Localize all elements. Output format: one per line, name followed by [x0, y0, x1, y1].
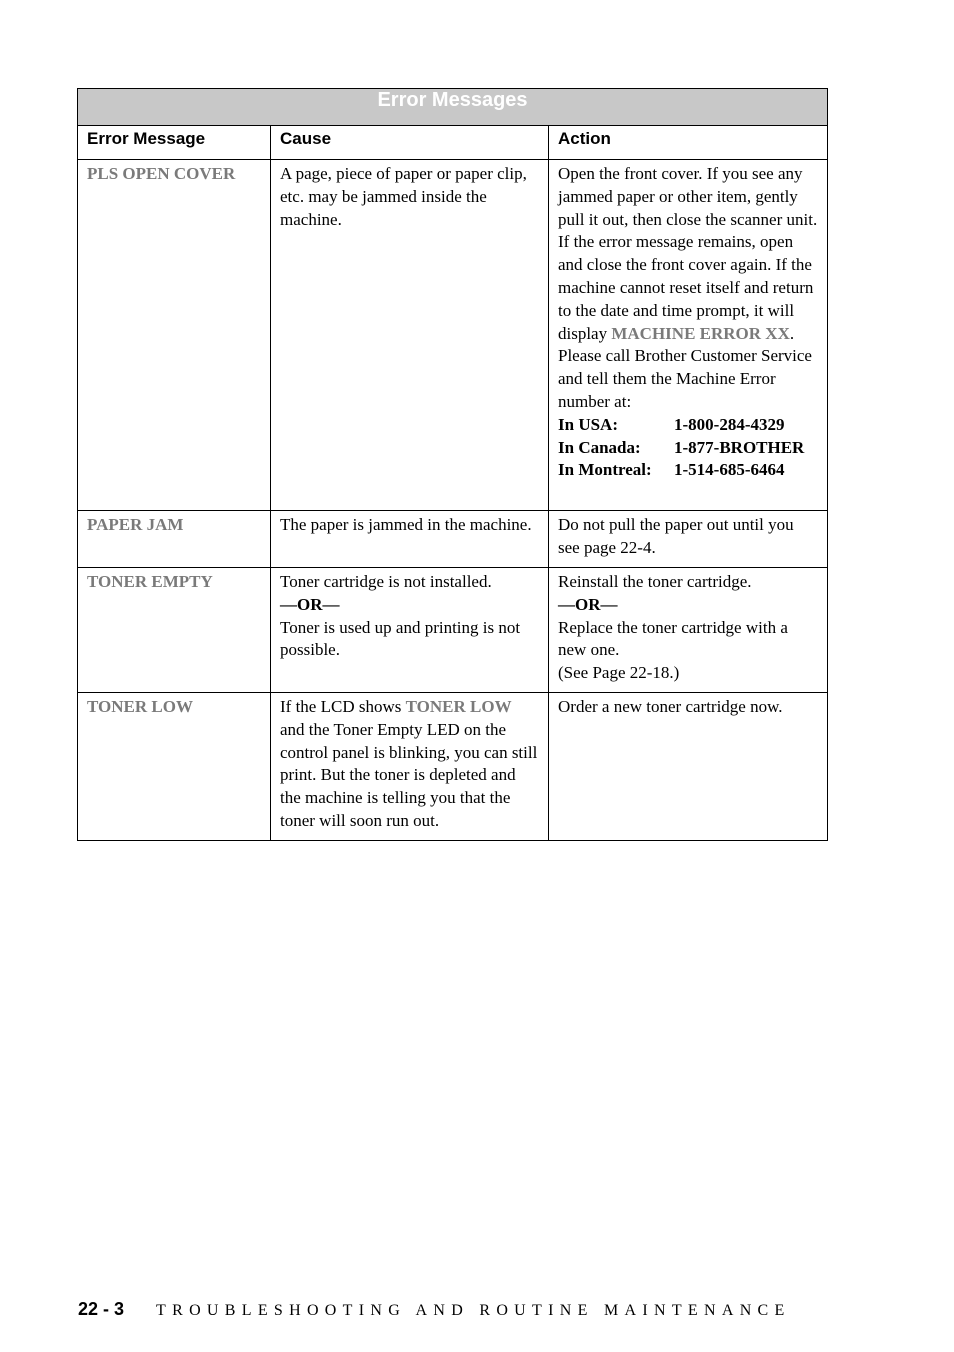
table-row — [78, 160, 828, 511]
cause-line: Toner cartridge is not installed. — [280, 572, 492, 591]
action-line: (See Page 22-18.) — [558, 663, 680, 683]
action-line: Replace the toner cartridge with a new one. — [558, 617, 788, 660]
column-header-cause: Cause — [271, 126, 549, 160]
contact-location: In USA: — [558, 414, 618, 434]
table-row — [78, 693, 828, 841]
action-cell — [549, 160, 828, 511]
cause-cell: The paper is jammed in the machine. — [271, 511, 549, 568]
lcd-code: TONER LOW — [405, 697, 512, 716]
action-cell: Order a new toner cartridge now. — [549, 693, 828, 841]
action-cell: Do not pull the paper out until you see page 22-4. — [549, 511, 828, 568]
action-line: Reinstall the toner cartridge. — [558, 572, 752, 591]
contact-montreal — [558, 459, 818, 482]
table-row — [78, 568, 828, 693]
or-separator: —OR— — [558, 594, 618, 614]
action-text-continued: . Please call Brother Customer Service and tell them the Machine Error number at: — [558, 323, 812, 411]
action-text: Open the front cover. If you see any jammed paper or other item, gently pull it out, then close the scanner unit. If the error message remains, open and close the front cover again. If the machine cannot reset itself and return to the date and time prompt, it will display — [558, 164, 818, 343]
page-footer — [78, 1299, 791, 1320]
column-header-action: Action — [549, 126, 828, 160]
cause-text: If the LCD shows — [280, 697, 402, 716]
contact-number: 1-800-284-4329 — [674, 414, 785, 434]
section-title: TROUBLESHOOTING AND ROUTINE MAINTENANCE — [156, 1302, 791, 1319]
cause-cell: A page, piece of paper or paper clip, etc. may be jammed inside the machine. — [271, 160, 549, 511]
contact-number: 1-514-685-6464 — [674, 460, 785, 480]
error-message-cell: TONER LOW — [78, 693, 271, 841]
error-message-cell: PAPER JAM — [78, 511, 271, 568]
or-separator: —OR— — [280, 594, 340, 614]
table-row — [78, 511, 828, 568]
error-messages-table — [77, 88, 828, 841]
column-header-error-message: Error Message — [78, 126, 271, 160]
error-message-cell: PLS OPEN COVER — [78, 160, 271, 511]
contact-number: 1-877-BROTHER — [674, 437, 805, 457]
cause-cell — [271, 693, 549, 841]
contact-location: In Montreal: — [558, 460, 652, 480]
machine-error-code: MACHINE ERROR XX — [611, 323, 790, 343]
contact-canada — [558, 437, 818, 460]
page-number: 22 - 3 — [78, 1299, 125, 1319]
contact-location: In Canada: — [558, 437, 641, 457]
error-message-cell: TONER EMPTY — [78, 568, 271, 693]
contact-usa — [558, 414, 818, 437]
cause-cell — [271, 568, 549, 693]
table-title: Error Messages — [78, 89, 828, 126]
cause-text-continued: and the Toner Empty LED on the control panel is blinking, you can still print. But the toner is depleted and the machine is telling you that the toner will soon run out. — [280, 719, 538, 830]
action-cell — [549, 568, 828, 693]
cause-line: Toner is used up and printing is not possible. — [280, 617, 521, 660]
